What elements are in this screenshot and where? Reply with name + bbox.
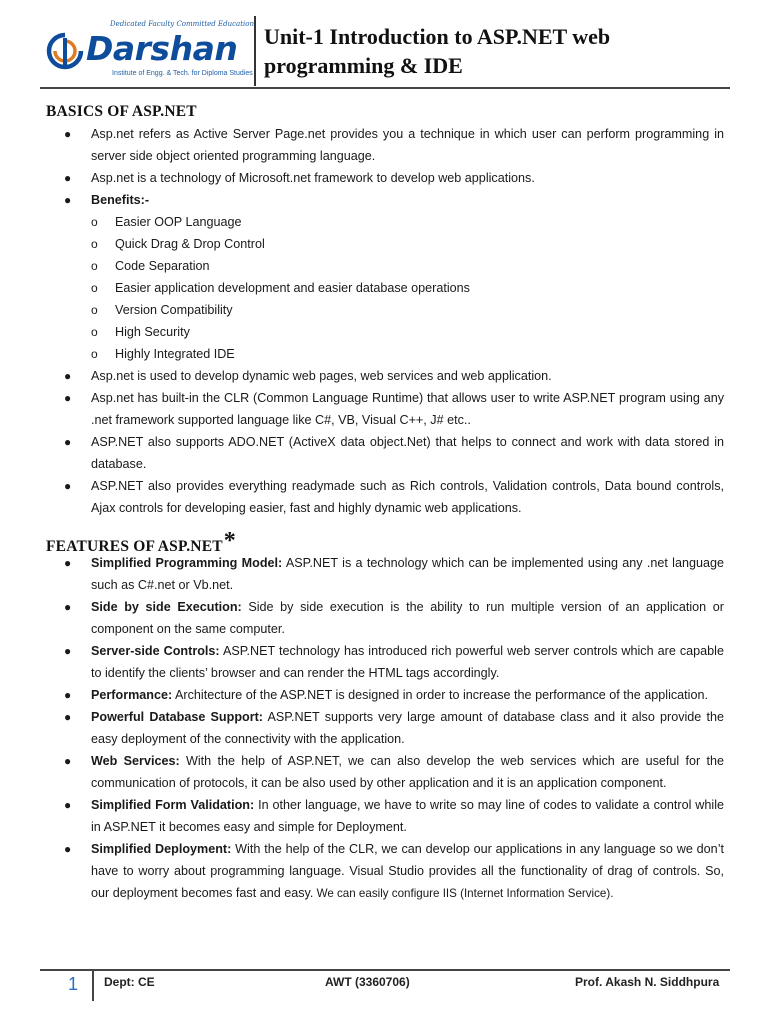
bullet-icon: ● [64, 556, 72, 570]
asterisk-mark: * [223, 528, 236, 554]
footer-dept: Dept: CE [104, 975, 155, 989]
circle-bullet-icon: o [91, 347, 98, 361]
list-item: ● Asp.net is used to develop dynamic web pages, web services and web application. [60, 365, 724, 387]
bullet-icon: ● [64, 754, 72, 768]
circle-bullet-icon: o [91, 215, 98, 229]
feature-item: ● Powerful Database Support: ASP.NET supports very large amount of database class and it also provide the easy deployment of the connectivity with the application. [60, 706, 724, 750]
benefit-item: o Code Separation [91, 255, 724, 277]
feature-item: ● Web Services: With the help of ASP.NET, we can also develop the web services which are useful for the communication of protocols, it can be also used by other application and it is an application component. [60, 750, 724, 794]
unit-title: Unit-1 Introduction to ASP.NET web programming & IDE [264, 24, 611, 78]
footer-rule [40, 969, 730, 971]
benefits-label: Benefits:- [91, 193, 150, 207]
list-item: ● Asp.net has built-in the CLR (Common Language Runtime) that allows user to write ASP.NET program using any .net framework supported language like C#, VB, Visual C++, J# etc.. [60, 387, 724, 431]
logo-subtitle: Institute of Engg. & Tech. for Diploma Studies [112, 70, 253, 77]
bullet-icon: ● [64, 710, 72, 724]
list-item [60, 189, 724, 365]
bullet-icon: ● [64, 644, 72, 658]
bullet-icon: ● [64, 193, 72, 207]
features-list [60, 552, 724, 905]
benefit-item: o Highly Integrated IDE [91, 343, 724, 365]
bullet-icon: ● [64, 600, 72, 614]
benefit-item: o Easier OOP Language [91, 211, 724, 233]
circle-bullet-icon: o [91, 259, 98, 273]
bullet-icon: ● [64, 479, 72, 493]
circle-bullet-icon: o [91, 325, 98, 339]
logo-name: Darshan [86, 29, 238, 68]
institute-logo [46, 20, 254, 84]
benefits-list [91, 211, 724, 365]
features-heading: FEATURES OF ASP.NET* [46, 528, 236, 555]
bullet-icon: ● [64, 369, 72, 383]
footer-subject: AWT (3360706) [325, 975, 410, 989]
feature-item: ● Performance: Architecture of the ASP.NET is designed in order to increase the performance of the application. [60, 684, 724, 706]
benefit-item: o Easier application development and easier database operations [91, 277, 724, 299]
feature-item: ● Server-side Controls: ASP.NET technology has introduced rich powerful web server controls which are capable to identify the clients’ browser and can render the HTML tags accordingly. [60, 640, 724, 684]
circle-bullet-icon: o [91, 281, 98, 295]
benefit-item: o Quick Drag & Drop Control [91, 233, 724, 255]
feature-item: ● Simplified Form Validation: In other language, we have to write so may line of codes to validate a control while in ASP.NET it becomes easy and simple for Deployment. [60, 794, 724, 838]
benefit-item: o High Security [91, 321, 724, 343]
bullet-icon: ● [64, 391, 72, 405]
basics-list [60, 123, 724, 519]
list-item: ● ASP.NET also provides everything readymade such as Rich controls, Validation controls, Data bound controls, Ajax controls for developing easier, fast and highly dynamic web applications. [60, 475, 724, 519]
list-item: ● ASP.NET also supports ADO.NET (ActiveX data object.Net) that helps to connect and work with data stored in database. [60, 431, 724, 475]
logo-emblem-icon [46, 32, 84, 70]
footer-author: Prof. Akash N. Siddhpura [575, 975, 720, 989]
bullet-icon: ● [64, 171, 72, 185]
basics-heading: BASICS OF ASP.NET [46, 103, 197, 120]
bullet-icon: ● [64, 688, 72, 702]
circle-bullet-icon: o [91, 303, 98, 317]
header-divider [254, 16, 256, 86]
bullet-icon: ● [64, 435, 72, 449]
list-item: ● Asp.net refers as Active Server Page.net provides you a technique in which user can perform programming in server side object oriented programming language. [60, 123, 724, 167]
feature-item: ● Simplified Deployment: With the help of the CLR, we can develop our applications in any language so we don’t have to worry about programming language. Visual Studio provides all the functionality of drag of controls. So, our deployment becomes fast and easy. We can easily configure IIS (Internet Information Service). [60, 838, 724, 905]
bullet-icon: ● [64, 798, 72, 812]
benefit-item: o Version Compatibility [91, 299, 724, 321]
footer-divider [92, 971, 94, 1001]
page-number: 1 [68, 974, 79, 994]
bullet-icon: ● [64, 842, 72, 856]
bullet-icon: ● [64, 127, 72, 141]
feature-item: ● Simplified Programming Model: ASP.NET is a technology which can be implemented using any .net language such as C#.net or Vb.net. [60, 552, 724, 596]
list-item: ● Asp.net is a technology of Microsoft.net framework to develop web applications. [60, 167, 724, 189]
header-rule [40, 87, 730, 89]
circle-bullet-icon: o [91, 237, 98, 251]
logo-tagline: Dedicated Faculty Committed Education [110, 20, 254, 28]
feature-item: ● Side by side Execution: Side by side execution is the ability to run multiple version of an application or component on the same computer. [60, 596, 724, 640]
page-header [44, 16, 730, 86]
